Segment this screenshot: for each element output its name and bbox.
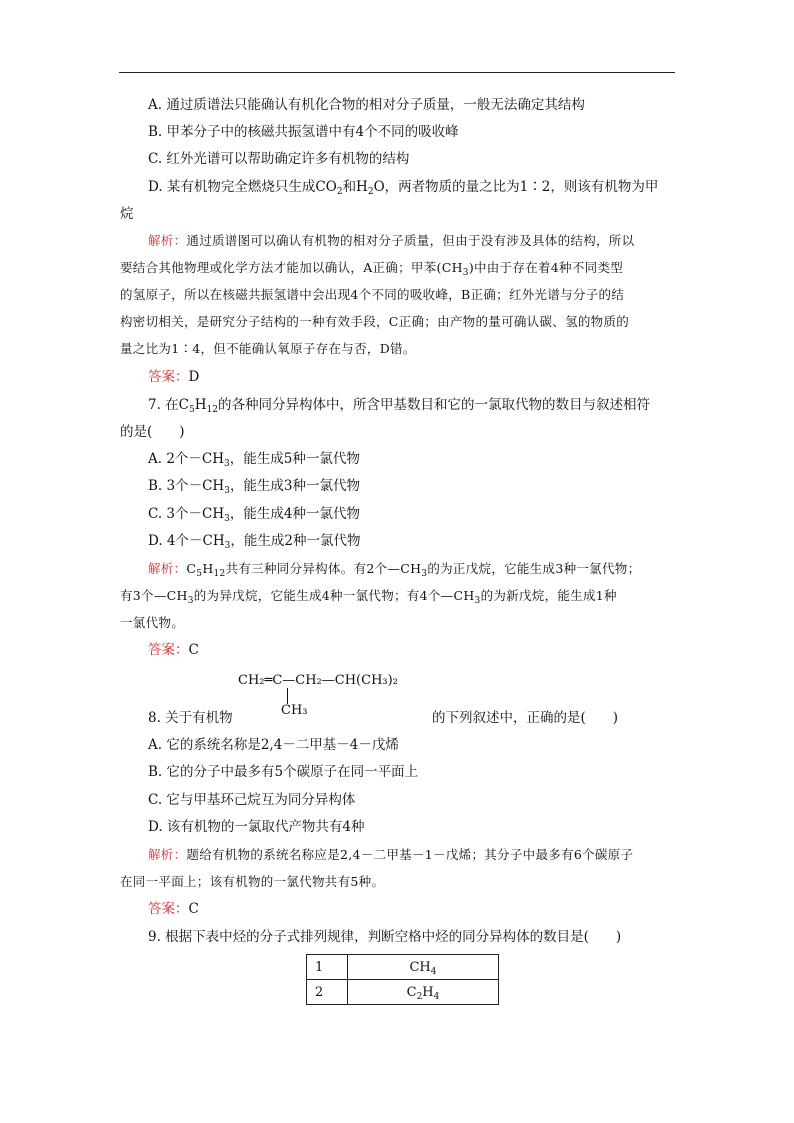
q6-answer: 答案：D [148,369,200,385]
q8-analysis-line-1: 解析：题给有机物的系统名称应是2,4－二甲基－1－戊烯；其分子中最多有6个碳原子 [148,847,634,862]
q8-answer: 答案：C [148,901,199,917]
q7-stem: 7. 在$C_5H_{12}$的各种同分异构体中，所含甲基数目和它的一氯取代物的数目与叙述相符 [148,397,650,415]
q6-analysis-line-1: 解析：通过质谱图可以确认有机物的相对分子质量，但由于没有涉及具体的结构，所以 [148,233,635,248]
answer-label: 答案： [148,369,189,385]
q7-stem-cont: 的是( ) [120,424,185,440]
analysis-label: 解析： [148,847,187,862]
structural-formula-bond [287,688,288,704]
q7-option-d: D. 4个$-CH_3$，能生成2种一氯代物 [148,533,361,551]
q7-analysis-line-1: 解析：$C_5H_{12}$共有三种同分异构体。有2个$—CH_3$的为正戊烷，它能生成3种一氯代物； [148,561,641,579]
q6-analysis-line-4: 构密切相关，是研究分子结构的一种有效手段，C正确；由产物的量可确认碳、氢的物质的 [120,314,630,329]
q6-option-a: A. 通过质谱法只能确认有机化合物的相对分子质量，一般无法确定其结构 [148,97,585,113]
q8-option-b: B. 它的分子中最多有5个碳原子在同一平面上 [148,764,419,780]
q6-option-d: D. 某有机物完全燃烧只生成$CO_2$和$H_2O$，两者物质的量之比为1∶2，则该有机物为甲 [148,179,659,197]
table-cell-formula: $C_2H_4$ [348,980,499,1005]
table-row [307,980,499,1005]
q7-analysis-line-3: 一氯代物。 [120,615,185,630]
table-cell-index: 1 [307,955,348,980]
q8-analysis-line-2: 在同一平面上；该有机物的一氯代物共有5种。 [120,874,385,889]
table-row [307,955,499,980]
table-cell-index: 2 [307,980,348,1005]
q8-stem-rest: 的下列叙述中，正确的是( ) [432,710,619,726]
q7-answer: 答案：C [148,642,199,658]
q6-option-b: B. 甲苯分子中的核磁共振氢谱中有4个不同的吸收峰 [148,124,459,140]
q6-analysis-line-2: 要结合其他物理或化学方法才能加以确认，A正确；甲苯$(CH_3)$中由于存在着4种不同类型 [120,260,624,278]
answer-label: 答案： [148,642,189,658]
formula-table [306,954,499,1005]
q8-stem-label: 8. 关于有机物 [148,710,233,726]
q7-option-a: A. 2个$-CH_3$，能生成5种一氯代物 [148,451,360,469]
q6-option-c: C. 红外光谱可以帮助确定许多有机物的结构 [148,151,410,167]
q6-option-d-cont: 烷 [120,206,134,222]
q8-option-d: D. 该有机物的一氯取代产物共有4种 [148,819,365,835]
q7-analysis-line-2: 有3个$—CH_3$的为异戊烷，它能生成4种一氯代物；有4个$—CH_3$的为新戊烷，能生成1种 [120,588,617,606]
header-rule [119,72,675,73]
q6-analysis-line-3: 的氢原子，所以在核磁共振氢谱中会出现4个不同的吸收峰，B正确；红外光谱与分子的结 [120,287,625,302]
q9-stem: 9. 根据下表中烃的分子式排列规律，判断空格中烃的同分异构体的数目是( ) [148,929,622,945]
q6-analysis-line-5: 量之比为1∶4，但不能确认氧原子存在与否，D错。 [120,341,416,356]
q7-option-b: B. 3个$-CH_3$，能生成3种一氯代物 [148,478,361,496]
structural-formula-main: CH₂═C—CH₂—CH(CH₃)₂ [238,673,398,688]
structural-formula-methyl: CH₃ [281,703,308,718]
answer-label: 答案： [148,901,189,917]
q8-option-c: C. 它与甲基环己烷互为同分异构体 [148,792,356,808]
q8-option-a: A. 它的系统名称是2,4－二甲基－4－戊烯 [148,737,399,753]
analysis-label: 解析： [148,233,187,248]
table-cell-formula: $CH_4$ [348,955,499,980]
q7-option-c: C. 3个$-CH_3$，能生成4种一氯代物 [148,506,360,524]
analysis-label: 解析： [148,561,187,576]
